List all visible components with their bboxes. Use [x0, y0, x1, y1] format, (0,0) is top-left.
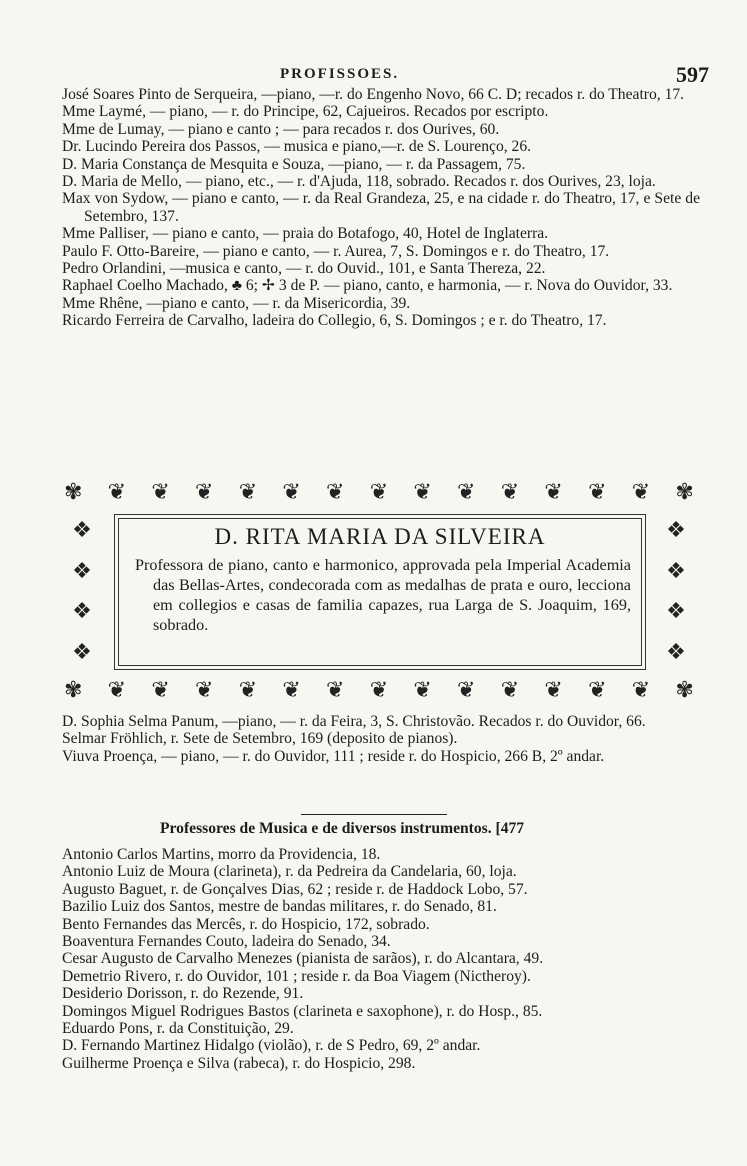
- listing-entry: D. Sophia Selma Panum, —piano, — r. da Feira, 3, S. Christovão. Recados r. do Ouvidor, 66.: [62, 713, 646, 730]
- listing-entry: José Soares Pinto de Serqueira, —piano, —r. do Engenho Novo, 66 C. D; recados r. do Theatro, 17.: [62, 86, 685, 103]
- listing-entry: Demetrio Rivero, r. do Ouvidor, 101 ; reside r. da Boa Viagem (Nictheroy).: [62, 967, 531, 985]
- listing-entry: Pedro Orlandini, —musica e canto, — r. do Ouvid., 101, e Santa Thereza, 22.: [62, 260, 546, 278]
- listing-entry: Ricardo Ferreira de Carvalho, ladeira do Collegio, 6, S. Domingos ; e r. do Theatro, 17.: [62, 312, 607, 330]
- listing-entry: Viuva Proença, — piano, — r. do Ouvidor, 111 ; reside r. do Hospicio, 266 B, 2º andar.: [62, 747, 605, 765]
- ornamental-border-right: ❖ ❖ ❖ ❖: [666, 517, 686, 664]
- advertisement-frame: [114, 514, 646, 670]
- listing-entry: D. Fernando Martinez Hidalgo (violão), r. de S Pedro, 69, 2º andar.: [62, 1037, 481, 1055]
- listing-entry: Cesar Augusto de Carvalho Menezes (pianista de sarãos), r. do Alcantara, 49.: [62, 950, 544, 968]
- listing-entry: Mme Laymé, — piano, — r. do Principe, 62, Cajueiros. Recados por escripto.: [62, 103, 549, 121]
- listing-top: [62, 86, 700, 330]
- listing-middle: [62, 713, 700, 765]
- listing-entry: Antonio Luiz de Moura (clarineta), r. da Pedreira da Candelaria, 60, loja.: [62, 863, 517, 881]
- section-heading: Professores de Musica e de diversos instrumentos. [477: [160, 820, 525, 837]
- listing-bottom: [62, 846, 700, 1072]
- advertisement-body: Professora de piano, canto e harmonico, approvada pela Imperial Academia das Bellas-Artes, condecorada com as medalhas de prata e ouro, lecciona em collegios e casas de familia capazes, rua Larga de S. Joaquim, 169, sobrado.: [135, 556, 631, 634]
- listing-entry: Bento Fernandes das Mercês, r. do Hospicio, 172, sobrado.: [62, 915, 430, 933]
- listing-entry: Mme Palliser, — piano e canto, — praia do Botafogo, 40, Hotel de Inglaterra.: [62, 225, 549, 243]
- listing-entry: Domingos Miguel Rodrigues Bastos (clarineta e saxophone), r. do Hosp., 85.: [62, 1002, 543, 1020]
- ornamental-border-bottom: ✾ ❦ ❦ ❦ ❦ ❦ ❦ ❦ ❦ ❦ ❦ ❦ ❦ ❦ ✾: [64, 677, 694, 702]
- page-header: [0, 62, 747, 86]
- listing-entry: Raphael Coelho Machado, ♣ 6; ✢ 3 de P. — piano, canto, e harmonia, — r. Nova do Ouvidor, 33.: [62, 277, 673, 295]
- listing-entry: Selmar Fröhlich, r. Sete de Setembro, 169 (deposito de pianos).: [62, 730, 458, 748]
- listing-entry: Max von Sydow, — piano e canto, — r. da Real Grandeza, 25, e na cidade r. do Theatro, 17, e Sete de Setembro, 137.: [62, 190, 700, 225]
- page-number: 597: [676, 62, 709, 87]
- listing-entry: Desiderio Dorisson, r. do Rezende, 91.: [62, 985, 304, 1003]
- listing-entry: D. Maria Constança de Mesquita e Souza, —piano, — r. da Passagem, 75.: [62, 155, 526, 173]
- running-head: PROFISSOES.: [280, 66, 400, 82]
- listing-entry: Guilherme Proença e Silva (rabeca), r. do Hospicio, 298.: [62, 1054, 416, 1072]
- listing-entry: Boaventura Fernandes Couto, ladeira do Senado, 34.: [62, 933, 391, 951]
- listing-entry: Mme Rhêne, —piano e canto, — r. da Misericordia, 39.: [62, 294, 411, 312]
- advertisement-box: [64, 474, 694, 708]
- listing-entry: Eduardo Pons, r. da Constituição, 29.: [62, 1020, 294, 1038]
- ornamental-border-left: ❖ ❖ ❖ ❖: [72, 517, 92, 664]
- advertisement-title: D. RITA MARIA DA SILVEIRA: [214, 524, 546, 549]
- listing-entry: Paulo F. Otto-Bareire, — piano e canto, — r. Aurea, 7, S. Domingos e r. do Theatro, 17.: [62, 242, 610, 260]
- listing-entry: Mme de Lumay, — piano e canto ; — para recados r. dos Ourives, 60.: [62, 120, 500, 138]
- listing-entry: Antonio Carlos Martins, morro da Providencia, 18.: [62, 846, 381, 863]
- listing-entry: Dr. Lucindo Pereira dos Passos, — musica e piano,—r. de S. Lourenço, 26.: [62, 138, 532, 156]
- listing-entry: D. Maria de Mello, — piano, etc., — r. d'Ajuda, 118, sobrado. Recados r. dos Ourives, 23, loja.: [62, 173, 656, 191]
- listing-entry: Augusto Baguet, r. de Gonçalves Dias, 62 ; reside r. de Haddock Lobo, 57.: [62, 880, 528, 898]
- listing-entry: Bazilio Luiz dos Santos, mestre de bandas militares, r. do Senado, 81.: [62, 898, 497, 916]
- section-divider: [301, 814, 447, 815]
- ornamental-border-top: ✾ ❦ ❦ ❦ ❦ ❦ ❦ ❦ ❦ ❦ ❦ ❦ ❦ ❦ ✾: [64, 479, 694, 504]
